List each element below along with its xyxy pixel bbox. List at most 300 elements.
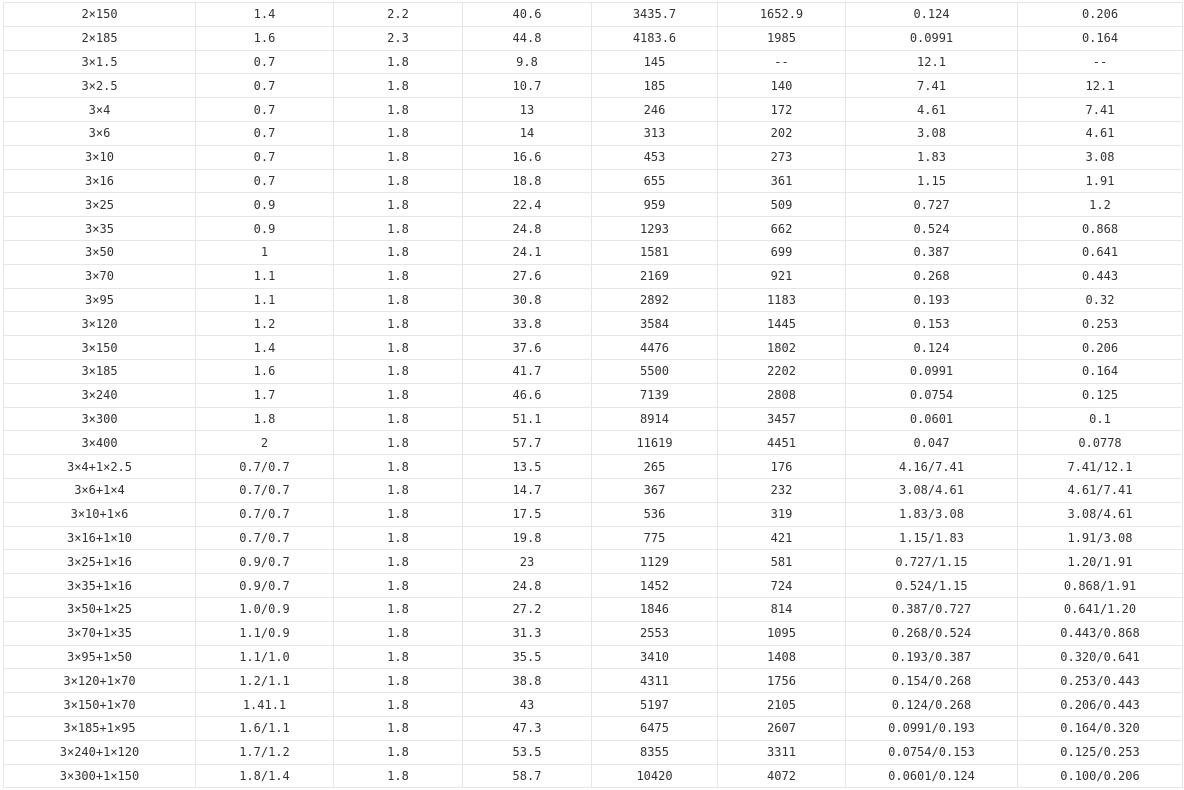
resistance-alt-cell: 0.125/0.253 — [1018, 740, 1183, 764]
weight-alt-cell: 4072 — [718, 764, 846, 788]
weight-cell: 265 — [592, 455, 718, 479]
outer-diameter-cell: 18.8 — [463, 169, 592, 193]
insulation-thickness-cell: 0.7/0.7 — [196, 526, 334, 550]
cable-spec-cell: 3×16+1×10 — [4, 526, 196, 550]
weight-cell: 11619 — [592, 431, 718, 455]
cable-spec-cell: 3×240 — [4, 383, 196, 407]
weight-alt-cell: 2202 — [718, 359, 846, 383]
weight-cell: 453 — [592, 145, 718, 169]
cable-spec-table-container — [3, 2, 1182, 788]
weight-cell: 2553 — [592, 621, 718, 645]
resistance-alt-cell: 0.253/0.443 — [1018, 669, 1183, 693]
outer-diameter-cell: 14 — [463, 121, 592, 145]
weight-cell: 367 — [592, 478, 718, 502]
sheath-thickness-cell: 1.8 — [334, 359, 463, 383]
sheath-thickness-cell: 1.8 — [334, 169, 463, 193]
table-row — [4, 502, 1183, 526]
insulation-thickness-cell: 1.1/0.9 — [196, 621, 334, 645]
insulation-thickness-cell: 1.7 — [196, 383, 334, 407]
cable-spec-cell: 3×4 — [4, 98, 196, 122]
outer-diameter-cell: 30.8 — [463, 288, 592, 312]
insulation-thickness-cell: 1.6 — [196, 26, 334, 50]
weight-cell: 4476 — [592, 336, 718, 360]
cable-spec-cell: 3×120+1×70 — [4, 669, 196, 693]
cable-spec-cell: 3×185+1×95 — [4, 716, 196, 740]
resistance-alt-cell: 0.253 — [1018, 312, 1183, 336]
sheath-thickness-cell: 1.8 — [334, 145, 463, 169]
resistance-cell: 1.83 — [846, 145, 1018, 169]
outer-diameter-cell: 13 — [463, 98, 592, 122]
table-row — [4, 288, 1183, 312]
resistance-alt-cell: 0.443 — [1018, 264, 1183, 288]
weight-cell: 6475 — [592, 716, 718, 740]
outer-diameter-cell: 37.6 — [463, 336, 592, 360]
insulation-thickness-cell: 1.1/1.0 — [196, 645, 334, 669]
cable-spec-cell: 3×1.5 — [4, 50, 196, 74]
outer-diameter-cell: 17.5 — [463, 502, 592, 526]
sheath-thickness-cell: 1.8 — [334, 312, 463, 336]
weight-alt-cell: 273 — [718, 145, 846, 169]
insulation-thickness-cell: 0.7 — [196, 169, 334, 193]
weight-cell: 2892 — [592, 288, 718, 312]
sheath-thickness-cell: 1.8 — [334, 693, 463, 717]
sheath-thickness-cell: 1.8 — [334, 407, 463, 431]
resistance-alt-cell: 4.61/7.41 — [1018, 478, 1183, 502]
insulation-thickness-cell: 0.7 — [196, 50, 334, 74]
weight-alt-cell: 1802 — [718, 336, 846, 360]
sheath-thickness-cell: 1.8 — [334, 264, 463, 288]
insulation-thickness-cell: 0.7 — [196, 145, 334, 169]
table-row — [4, 764, 1183, 788]
weight-cell: 5197 — [592, 693, 718, 717]
resistance-cell: 1.15/1.83 — [846, 526, 1018, 550]
cable-spec-cell: 3×4+1×2.5 — [4, 455, 196, 479]
table-row — [4, 312, 1183, 336]
weight-alt-cell: 1985 — [718, 26, 846, 50]
outer-diameter-cell: 16.6 — [463, 145, 592, 169]
sheath-thickness-cell: 1.8 — [334, 550, 463, 574]
weight-alt-cell: 1756 — [718, 669, 846, 693]
cable-spec-cell: 3×35 — [4, 217, 196, 241]
insulation-thickness-cell: 1.2/1.1 — [196, 669, 334, 693]
resistance-cell: 0.0991/0.193 — [846, 716, 1018, 740]
outer-diameter-cell: 13.5 — [463, 455, 592, 479]
outer-diameter-cell: 22.4 — [463, 193, 592, 217]
resistance-alt-cell: 0.0778 — [1018, 431, 1183, 455]
resistance-alt-cell: 1.91/3.08 — [1018, 526, 1183, 550]
table-row — [4, 645, 1183, 669]
cable-spec-cell: 3×400 — [4, 431, 196, 455]
insulation-thickness-cell: 0.9/0.7 — [196, 550, 334, 574]
resistance-alt-cell: 7.41/12.1 — [1018, 455, 1183, 479]
weight-alt-cell: 724 — [718, 574, 846, 598]
cable-spec-cell: 3×10 — [4, 145, 196, 169]
cable-spec-cell: 3×300 — [4, 407, 196, 431]
table-row — [4, 26, 1183, 50]
outer-diameter-cell: 57.7 — [463, 431, 592, 455]
weight-alt-cell: 1652.9 — [718, 3, 846, 27]
sheath-thickness-cell: 1.8 — [334, 217, 463, 241]
sheath-thickness-cell: 1.8 — [334, 240, 463, 264]
insulation-thickness-cell: 0.9 — [196, 217, 334, 241]
sheath-thickness-cell: 2.2 — [334, 3, 463, 27]
resistance-cell: 0.124 — [846, 3, 1018, 27]
sheath-thickness-cell: 1.8 — [334, 50, 463, 74]
weight-alt-cell: 319 — [718, 502, 846, 526]
resistance-alt-cell: 0.164 — [1018, 359, 1183, 383]
outer-diameter-cell: 47.3 — [463, 716, 592, 740]
resistance-cell: 0.124 — [846, 336, 1018, 360]
resistance-cell: 0.727/1.15 — [846, 550, 1018, 574]
resistance-cell: 7.41 — [846, 74, 1018, 98]
weight-cell: 145 — [592, 50, 718, 74]
resistance-alt-cell: 0.641/1.20 — [1018, 597, 1183, 621]
weight-alt-cell: -- — [718, 50, 846, 74]
cable-spec-cell: 3×10+1×6 — [4, 502, 196, 526]
resistance-alt-cell: 7.41 — [1018, 98, 1183, 122]
resistance-cell: 4.16/7.41 — [846, 455, 1018, 479]
resistance-cell: 0.154/0.268 — [846, 669, 1018, 693]
cable-spec-cell: 3×70+1×35 — [4, 621, 196, 645]
insulation-thickness-cell: 2 — [196, 431, 334, 455]
insulation-thickness-cell: 1.8 — [196, 407, 334, 431]
weight-cell: 2169 — [592, 264, 718, 288]
cable-spec-cell: 3×95+1×50 — [4, 645, 196, 669]
table-row — [4, 597, 1183, 621]
table-body — [4, 3, 1183, 788]
weight-alt-cell: 232 — [718, 478, 846, 502]
insulation-thickness-cell: 0.7/0.7 — [196, 455, 334, 479]
insulation-thickness-cell: 0.7 — [196, 74, 334, 98]
weight-cell: 4183.6 — [592, 26, 718, 50]
outer-diameter-cell: 38.8 — [463, 669, 592, 693]
outer-diameter-cell: 53.5 — [463, 740, 592, 764]
table-row — [4, 3, 1183, 27]
weight-cell: 185 — [592, 74, 718, 98]
sheath-thickness-cell: 1.8 — [334, 669, 463, 693]
weight-alt-cell: 921 — [718, 264, 846, 288]
sheath-thickness-cell: 1.8 — [334, 383, 463, 407]
weight-alt-cell: 176 — [718, 455, 846, 479]
weight-alt-cell: 2607 — [718, 716, 846, 740]
sheath-thickness-cell: 1.8 — [334, 645, 463, 669]
cable-spec-cell: 2×150 — [4, 3, 196, 27]
table-row — [4, 145, 1183, 169]
weight-alt-cell: 3311 — [718, 740, 846, 764]
insulation-thickness-cell: 1 — [196, 240, 334, 264]
cable-spec-cell: 3×70 — [4, 264, 196, 288]
resistance-cell: 1.15 — [846, 169, 1018, 193]
sheath-thickness-cell: 1.8 — [334, 597, 463, 621]
weight-cell: 655 — [592, 169, 718, 193]
weight-cell: 5500 — [592, 359, 718, 383]
outer-diameter-cell: 35.5 — [463, 645, 592, 669]
sheath-thickness-cell: 1.8 — [334, 502, 463, 526]
table-row — [4, 693, 1183, 717]
resistance-alt-cell: 0.443/0.868 — [1018, 621, 1183, 645]
weight-alt-cell: 172 — [718, 98, 846, 122]
table-row — [4, 98, 1183, 122]
table-row — [4, 121, 1183, 145]
resistance-cell: 0.0754/0.153 — [846, 740, 1018, 764]
weight-cell: 1581 — [592, 240, 718, 264]
table-row — [4, 526, 1183, 550]
weight-cell: 3435.7 — [592, 3, 718, 27]
weight-cell: 4311 — [592, 669, 718, 693]
resistance-cell: 0.124/0.268 — [846, 693, 1018, 717]
sheath-thickness-cell: 1.8 — [334, 455, 463, 479]
outer-diameter-cell: 14.7 — [463, 478, 592, 502]
insulation-thickness-cell: 1.6 — [196, 359, 334, 383]
weight-alt-cell: 2105 — [718, 693, 846, 717]
outer-diameter-cell: 41.7 — [463, 359, 592, 383]
table-row — [4, 716, 1183, 740]
insulation-thickness-cell: 1.4 — [196, 336, 334, 360]
resistance-alt-cell: 12.1 — [1018, 74, 1183, 98]
insulation-thickness-cell: 1.6/1.1 — [196, 716, 334, 740]
resistance-cell: 0.0754 — [846, 383, 1018, 407]
weight-cell: 313 — [592, 121, 718, 145]
table-row — [4, 336, 1183, 360]
outer-diameter-cell: 24.1 — [463, 240, 592, 264]
outer-diameter-cell: 19.8 — [463, 526, 592, 550]
weight-alt-cell: 699 — [718, 240, 846, 264]
outer-diameter-cell: 33.8 — [463, 312, 592, 336]
sheath-thickness-cell: 1.8 — [334, 98, 463, 122]
cable-spec-cell: 3×150 — [4, 336, 196, 360]
table-row — [4, 574, 1183, 598]
sheath-thickness-cell: 1.8 — [334, 526, 463, 550]
weight-cell: 10420 — [592, 764, 718, 788]
cable-spec-cell: 3×95 — [4, 288, 196, 312]
sheath-thickness-cell: 2.3 — [334, 26, 463, 50]
cable-spec-cell: 3×35+1×16 — [4, 574, 196, 598]
resistance-alt-cell: 0.32 — [1018, 288, 1183, 312]
insulation-thickness-cell: 0.9/0.7 — [196, 574, 334, 598]
insulation-thickness-cell: 1.41.1 — [196, 693, 334, 717]
resistance-alt-cell: 3.08 — [1018, 145, 1183, 169]
cable-spec-cell: 3×120 — [4, 312, 196, 336]
resistance-alt-cell: 0.125 — [1018, 383, 1183, 407]
table-row — [4, 50, 1183, 74]
resistance-cell: 1.83/3.08 — [846, 502, 1018, 526]
outer-diameter-cell: 27.6 — [463, 264, 592, 288]
weight-alt-cell: 581 — [718, 550, 846, 574]
weight-alt-cell: 421 — [718, 526, 846, 550]
cable-spec-cell: 3×6 — [4, 121, 196, 145]
insulation-thickness-cell: 0.7 — [196, 121, 334, 145]
weight-cell: 1293 — [592, 217, 718, 241]
resistance-alt-cell: 0.641 — [1018, 240, 1183, 264]
table-row — [4, 431, 1183, 455]
outer-diameter-cell: 58.7 — [463, 764, 592, 788]
resistance-alt-cell: 1.91 — [1018, 169, 1183, 193]
insulation-thickness-cell: 1.7/1.2 — [196, 740, 334, 764]
cable-spec-cell: 2×185 — [4, 26, 196, 50]
weight-cell: 8914 — [592, 407, 718, 431]
cable-spec-cell: 3×25+1×16 — [4, 550, 196, 574]
weight-cell: 959 — [592, 193, 718, 217]
resistance-cell: 0.0601 — [846, 407, 1018, 431]
table-row — [4, 264, 1183, 288]
resistance-cell: 0.268/0.524 — [846, 621, 1018, 645]
insulation-thickness-cell: 1.1 — [196, 288, 334, 312]
sheath-thickness-cell: 1.8 — [334, 288, 463, 312]
resistance-alt-cell: 0.868/1.91 — [1018, 574, 1183, 598]
cable-spec-cell: 3×16 — [4, 169, 196, 193]
resistance-cell: 0.193/0.387 — [846, 645, 1018, 669]
weight-alt-cell: 202 — [718, 121, 846, 145]
table-row — [4, 217, 1183, 241]
outer-diameter-cell: 46.6 — [463, 383, 592, 407]
resistance-alt-cell: 4.61 — [1018, 121, 1183, 145]
cable-spec-cell: 3×50+1×25 — [4, 597, 196, 621]
cable-spec-cell: 3×25 — [4, 193, 196, 217]
table-row — [4, 455, 1183, 479]
outer-diameter-cell: 40.6 — [463, 3, 592, 27]
cable-spec-cell: 3×6+1×4 — [4, 478, 196, 502]
resistance-alt-cell: 1.2 — [1018, 193, 1183, 217]
resistance-alt-cell: 0.206/0.443 — [1018, 693, 1183, 717]
sheath-thickness-cell: 1.8 — [334, 764, 463, 788]
resistance-alt-cell: 0.320/0.641 — [1018, 645, 1183, 669]
resistance-alt-cell: 3.08/4.61 — [1018, 502, 1183, 526]
weight-alt-cell: 662 — [718, 217, 846, 241]
table-row — [4, 359, 1183, 383]
resistance-cell: 3.08/4.61 — [846, 478, 1018, 502]
table-row — [4, 478, 1183, 502]
table-row — [4, 740, 1183, 764]
resistance-cell: 4.61 — [846, 98, 1018, 122]
insulation-thickness-cell: 0.7/0.7 — [196, 502, 334, 526]
resistance-cell: 12.1 — [846, 50, 1018, 74]
outer-diameter-cell: 51.1 — [463, 407, 592, 431]
insulation-thickness-cell: 1.1 — [196, 264, 334, 288]
resistance-alt-cell: 0.100/0.206 — [1018, 764, 1183, 788]
table-row — [4, 74, 1183, 98]
outer-diameter-cell: 24.8 — [463, 217, 592, 241]
weight-cell: 3584 — [592, 312, 718, 336]
resistance-cell: 3.08 — [846, 121, 1018, 145]
weight-cell: 775 — [592, 526, 718, 550]
weight-alt-cell: 1183 — [718, 288, 846, 312]
table-row — [4, 193, 1183, 217]
sheath-thickness-cell: 1.8 — [334, 621, 463, 645]
resistance-cell: 0.0601/0.124 — [846, 764, 1018, 788]
resistance-alt-cell: 0.868 — [1018, 217, 1183, 241]
insulation-thickness-cell: 0.9 — [196, 193, 334, 217]
resistance-alt-cell: 0.206 — [1018, 336, 1183, 360]
insulation-thickness-cell: 1.0/0.9 — [196, 597, 334, 621]
table-row — [4, 621, 1183, 645]
weight-alt-cell: 1408 — [718, 645, 846, 669]
resistance-cell: 0.268 — [846, 264, 1018, 288]
cable-spec-cell: 3×240+1×120 — [4, 740, 196, 764]
resistance-cell: 0.0991 — [846, 359, 1018, 383]
insulation-thickness-cell: 0.7 — [196, 98, 334, 122]
weight-cell: 8355 — [592, 740, 718, 764]
insulation-thickness-cell: 0.7/0.7 — [196, 478, 334, 502]
weight-alt-cell: 361 — [718, 169, 846, 193]
sheath-thickness-cell: 1.8 — [334, 74, 463, 98]
resistance-cell: 0.193 — [846, 288, 1018, 312]
weight-alt-cell: 2808 — [718, 383, 846, 407]
sheath-thickness-cell: 1.8 — [334, 121, 463, 145]
insulation-thickness-cell: 1.8/1.4 — [196, 764, 334, 788]
weight-alt-cell: 1095 — [718, 621, 846, 645]
weight-alt-cell: 140 — [718, 74, 846, 98]
resistance-alt-cell: 0.1 — [1018, 407, 1183, 431]
outer-diameter-cell: 43 — [463, 693, 592, 717]
outer-diameter-cell: 10.7 — [463, 74, 592, 98]
cable-spec-table — [3, 2, 1183, 788]
resistance-cell: 0.0991 — [846, 26, 1018, 50]
outer-diameter-cell: 24.8 — [463, 574, 592, 598]
sheath-thickness-cell: 1.8 — [334, 431, 463, 455]
resistance-alt-cell: 0.206 — [1018, 3, 1183, 27]
weight-cell: 1129 — [592, 550, 718, 574]
weight-alt-cell: 509 — [718, 193, 846, 217]
resistance-cell: 0.387 — [846, 240, 1018, 264]
resistance-cell: 0.387/0.727 — [846, 597, 1018, 621]
weight-alt-cell: 814 — [718, 597, 846, 621]
weight-alt-cell: 3457 — [718, 407, 846, 431]
outer-diameter-cell: 44.8 — [463, 26, 592, 50]
table-row — [4, 383, 1183, 407]
cable-spec-cell: 3×2.5 — [4, 74, 196, 98]
table-row — [4, 669, 1183, 693]
resistance-cell: 0.727 — [846, 193, 1018, 217]
resistance-cell: 0.153 — [846, 312, 1018, 336]
sheath-thickness-cell: 1.8 — [334, 478, 463, 502]
sheath-thickness-cell: 1.8 — [334, 336, 463, 360]
resistance-cell: 0.047 — [846, 431, 1018, 455]
sheath-thickness-cell: 1.8 — [334, 193, 463, 217]
outer-diameter-cell: 27.2 — [463, 597, 592, 621]
resistance-alt-cell: 1.20/1.91 — [1018, 550, 1183, 574]
sheath-thickness-cell: 1.8 — [334, 574, 463, 598]
insulation-thickness-cell: 1.4 — [196, 3, 334, 27]
resistance-alt-cell: 0.164 — [1018, 26, 1183, 50]
weight-alt-cell: 1445 — [718, 312, 846, 336]
table-row — [4, 240, 1183, 264]
table-row — [4, 169, 1183, 193]
table-row — [4, 407, 1183, 431]
cable-spec-cell: 3×50 — [4, 240, 196, 264]
sheath-thickness-cell: 1.8 — [334, 740, 463, 764]
outer-diameter-cell: 23 — [463, 550, 592, 574]
resistance-cell: 0.524 — [846, 217, 1018, 241]
weight-cell: 1846 — [592, 597, 718, 621]
weight-cell: 1452 — [592, 574, 718, 598]
cable-spec-cell: 3×185 — [4, 359, 196, 383]
weight-alt-cell: 4451 — [718, 431, 846, 455]
outer-diameter-cell: 31.3 — [463, 621, 592, 645]
outer-diameter-cell: 9.8 — [463, 50, 592, 74]
weight-cell: 246 — [592, 98, 718, 122]
weight-cell: 7139 — [592, 383, 718, 407]
insulation-thickness-cell: 1.2 — [196, 312, 334, 336]
sheath-thickness-cell: 1.8 — [334, 716, 463, 740]
weight-cell: 536 — [592, 502, 718, 526]
table-row — [4, 550, 1183, 574]
cable-spec-cell: 3×300+1×150 — [4, 764, 196, 788]
resistance-alt-cell: -- — [1018, 50, 1183, 74]
cable-spec-cell: 3×150+1×70 — [4, 693, 196, 717]
resistance-alt-cell: 0.164/0.320 — [1018, 716, 1183, 740]
resistance-cell: 0.524/1.15 — [846, 574, 1018, 598]
weight-cell: 3410 — [592, 645, 718, 669]
